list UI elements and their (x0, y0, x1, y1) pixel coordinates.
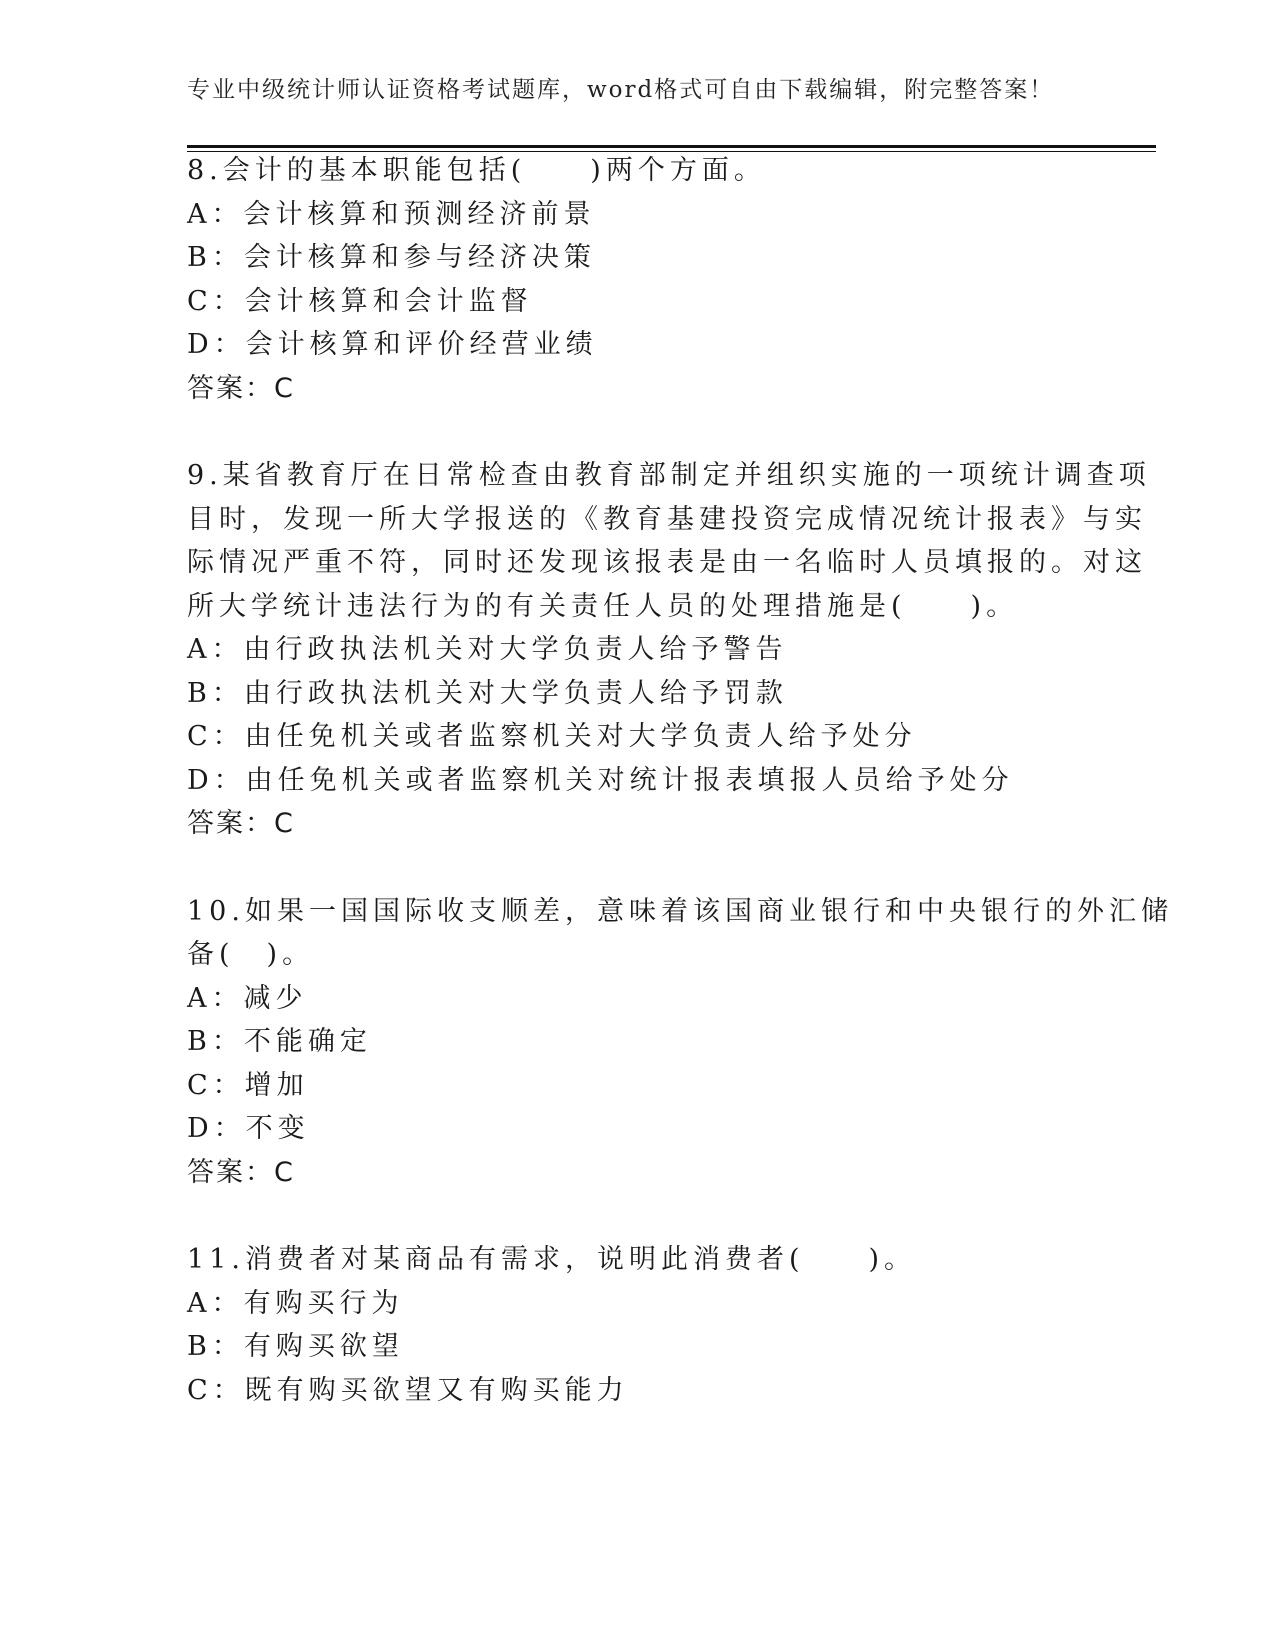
option-a: A：会计核算和预测经济前景 (187, 199, 596, 230)
option-c: C：增加 (187, 1070, 309, 1101)
option-c: C：由任免机关或者监察机关对大学负责人给予处分 (187, 721, 917, 752)
option-b: B：会计核算和参与经济决策 (187, 242, 596, 273)
answer-label: 答案：C (187, 373, 295, 404)
question-stem-line: 备( )。 (187, 939, 315, 970)
question-stem-line: 际情况严重不符，同时还发现该报表是由一名临时人员填报的。对这 (187, 547, 1147, 578)
option-d: D：不变 (187, 1113, 310, 1144)
option-c: C：既有购买欲望又有购买能力 (187, 1375, 629, 1406)
answer-label: 答案：C (187, 808, 295, 839)
option-b: B：不能确定 (187, 1026, 372, 1057)
question-stem-line: 11.消费者对某商品有需求，说明此消费者( )。 (187, 1244, 917, 1275)
option-c: C：会计核算和会计监督 (187, 286, 533, 317)
option-b: B：有购买欲望 (187, 1331, 404, 1362)
header-rule-thick (187, 145, 1156, 148)
option-b: B：由行政执法机关对大学负责人给予罚款 (187, 678, 788, 709)
option-d: D：由任免机关或者监察机关对统计报表填报人员给予处分 (187, 765, 1014, 796)
option-a: A：由行政执法机关对大学负责人给予警告 (187, 634, 788, 665)
answer-label: 答案：C (187, 1157, 295, 1188)
question-stem-line: 8.会计的基本职能包括( )两个方面。 (187, 155, 766, 186)
question-stem-line: 所大学统计违法行为的有关责任人员的处理措施是( )。 (187, 591, 1019, 622)
header-rule-thin (187, 151, 1156, 152)
question-stem-line: 目时，发现一所大学报送的《教育基建投资完成情况统计报表》与实 (187, 504, 1147, 535)
option-a: A：减少 (187, 983, 308, 1014)
option-d: D：会计核算和评价经营业绩 (187, 329, 598, 360)
option-a: A：有购买行为 (187, 1288, 404, 1319)
question-stem-line: 10.如果一国国际收支顺差，意味着该国商业银行和中央银行的外汇储 (187, 896, 1173, 927)
header-text: 专业中级统计师认证资格考试题库，word格式可自由下载编辑，附完整答案！ (187, 77, 1055, 103)
question-stem-line: 9.某省教育厅在日常检查由教育部制定并组织实施的一项统计调查项 (187, 460, 1151, 491)
